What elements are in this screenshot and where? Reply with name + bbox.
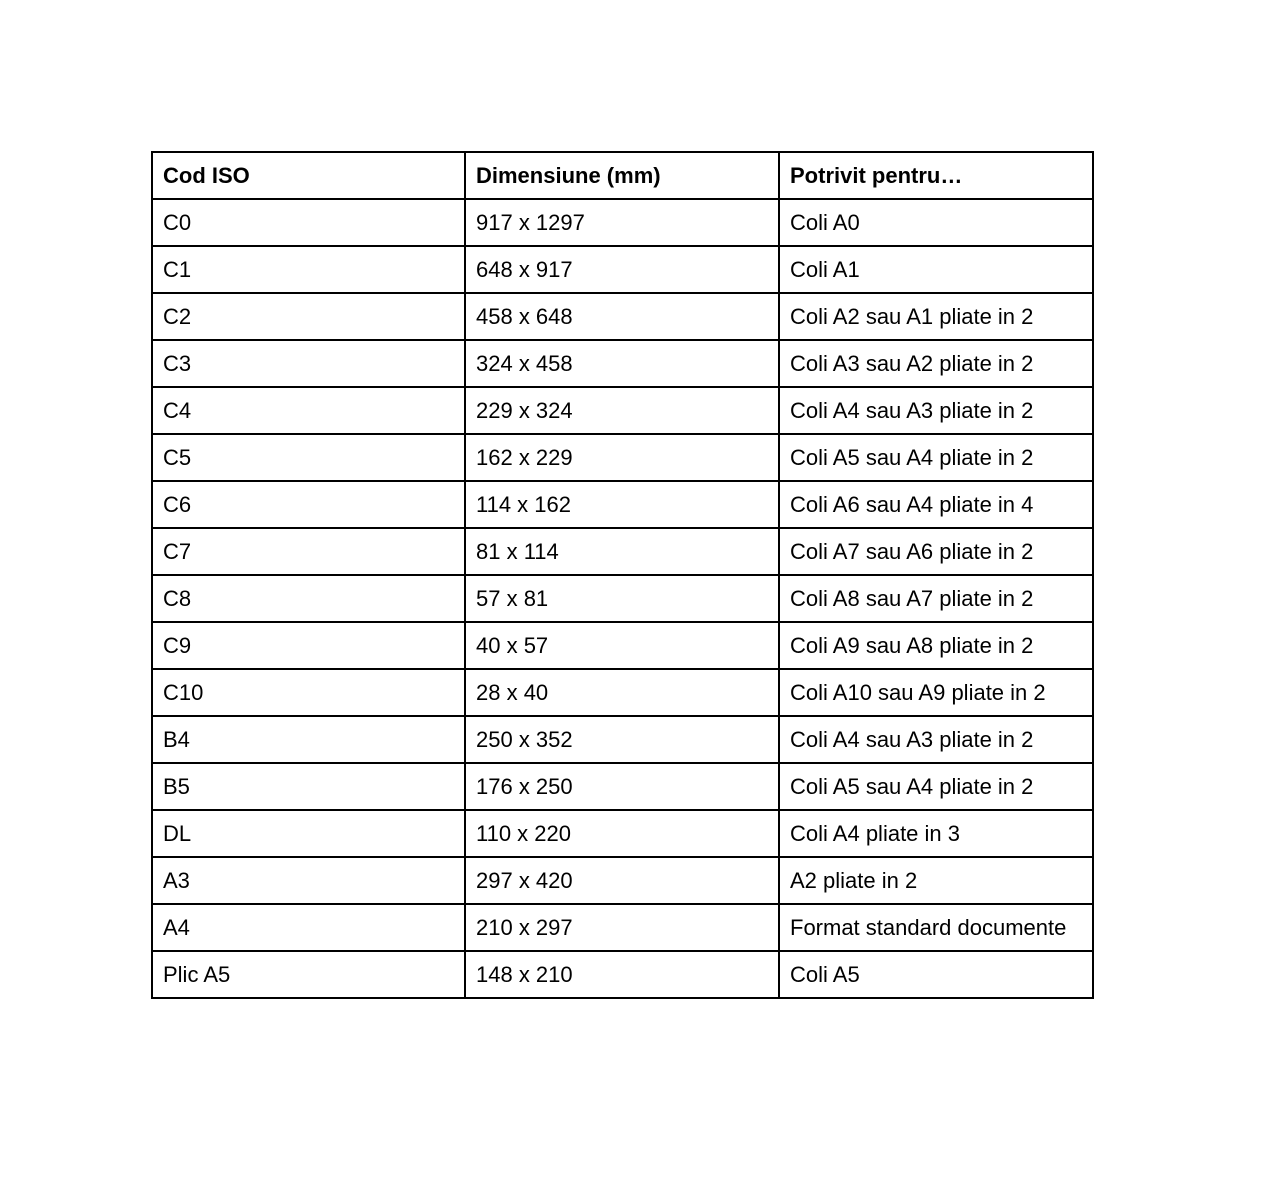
cell-dimension: 229 x 324 (465, 387, 779, 434)
cell-suitable-for: Coli A4 pliate in 3 (779, 810, 1093, 857)
cell-suitable-for: Coli A10 sau A9 pliate in 2 (779, 669, 1093, 716)
cell-dimension: 57 x 81 (465, 575, 779, 622)
cell-dimension: 297 x 420 (465, 857, 779, 904)
cell-suitable-for: Coli A1 (779, 246, 1093, 293)
table-row (152, 763, 1093, 810)
cell-iso-code: C3 (152, 340, 465, 387)
cell-dimension: 114 x 162 (465, 481, 779, 528)
cell-dimension: 648 x 917 (465, 246, 779, 293)
cell-suitable-for: Coli A7 sau A6 pliate in 2 (779, 528, 1093, 575)
cell-suitable-for: Format standard documente (779, 904, 1093, 951)
cell-iso-code: B5 (152, 763, 465, 810)
table-row (152, 669, 1093, 716)
cell-dimension: 162 x 229 (465, 434, 779, 481)
cell-iso-code: A3 (152, 857, 465, 904)
table-row (152, 528, 1093, 575)
table-row (152, 951, 1093, 998)
table-row (152, 810, 1093, 857)
cell-iso-code: C2 (152, 293, 465, 340)
cell-iso-code: C4 (152, 387, 465, 434)
cell-dimension: 917 x 1297 (465, 199, 779, 246)
cell-iso-code: C10 (152, 669, 465, 716)
document-page (151, 151, 1092, 999)
cell-suitable-for: Coli A4 sau A3 pliate in 2 (779, 716, 1093, 763)
cell-iso-code: Plic A5 (152, 951, 465, 998)
header-suitable-for: Potrivit pentru… (779, 152, 1093, 199)
cell-suitable-for: Coli A6 sau A4 pliate in 4 (779, 481, 1093, 528)
cell-dimension: 176 x 250 (465, 763, 779, 810)
cell-dimension: 81 x 114 (465, 528, 779, 575)
table-header-row (152, 152, 1093, 199)
cell-iso-code: C0 (152, 199, 465, 246)
cell-suitable-for: Coli A2 sau A1 pliate in 2 (779, 293, 1093, 340)
table-row (152, 857, 1093, 904)
table-body (152, 199, 1093, 998)
header-iso-code: Cod ISO (152, 152, 465, 199)
cell-suitable-for: A2 pliate in 2 (779, 857, 1093, 904)
table-row (152, 716, 1093, 763)
cell-suitable-for: Coli A5 sau A4 pliate in 2 (779, 763, 1093, 810)
table-row (152, 622, 1093, 669)
cell-suitable-for: Coli A3 sau A2 pliate in 2 (779, 340, 1093, 387)
table-row (152, 199, 1093, 246)
cell-iso-code: A4 (152, 904, 465, 951)
cell-suitable-for: Coli A9 sau A8 pliate in 2 (779, 622, 1093, 669)
cell-suitable-for: Coli A5 (779, 951, 1093, 998)
cell-dimension: 324 x 458 (465, 340, 779, 387)
cell-iso-code: C1 (152, 246, 465, 293)
cell-dimension: 110 x 220 (465, 810, 779, 857)
cell-suitable-for: Coli A0 (779, 199, 1093, 246)
table-row (152, 434, 1093, 481)
cell-iso-code: C5 (152, 434, 465, 481)
header-dimension: Dimensiune (mm) (465, 152, 779, 199)
cell-dimension: 458 x 648 (465, 293, 779, 340)
envelope-size-table (151, 151, 1094, 999)
cell-dimension: 148 x 210 (465, 951, 779, 998)
cell-iso-code: DL (152, 810, 465, 857)
cell-iso-code: C9 (152, 622, 465, 669)
table-row (152, 575, 1093, 622)
cell-suitable-for: Coli A4 sau A3 pliate in 2 (779, 387, 1093, 434)
cell-suitable-for: Coli A8 sau A7 pliate in 2 (779, 575, 1093, 622)
cell-dimension: 210 x 297 (465, 904, 779, 951)
cell-iso-code: B4 (152, 716, 465, 763)
table-row (152, 387, 1093, 434)
table-row (152, 340, 1093, 387)
cell-iso-code: C6 (152, 481, 465, 528)
cell-dimension: 250 x 352 (465, 716, 779, 763)
table-row (152, 904, 1093, 951)
cell-suitable-for: Coli A5 sau A4 pliate in 2 (779, 434, 1093, 481)
table-row (152, 481, 1093, 528)
table-row (152, 246, 1093, 293)
cell-dimension: 40 x 57 (465, 622, 779, 669)
cell-iso-code: C7 (152, 528, 465, 575)
cell-iso-code: C8 (152, 575, 465, 622)
table-row (152, 293, 1093, 340)
cell-dimension: 28 x 40 (465, 669, 779, 716)
